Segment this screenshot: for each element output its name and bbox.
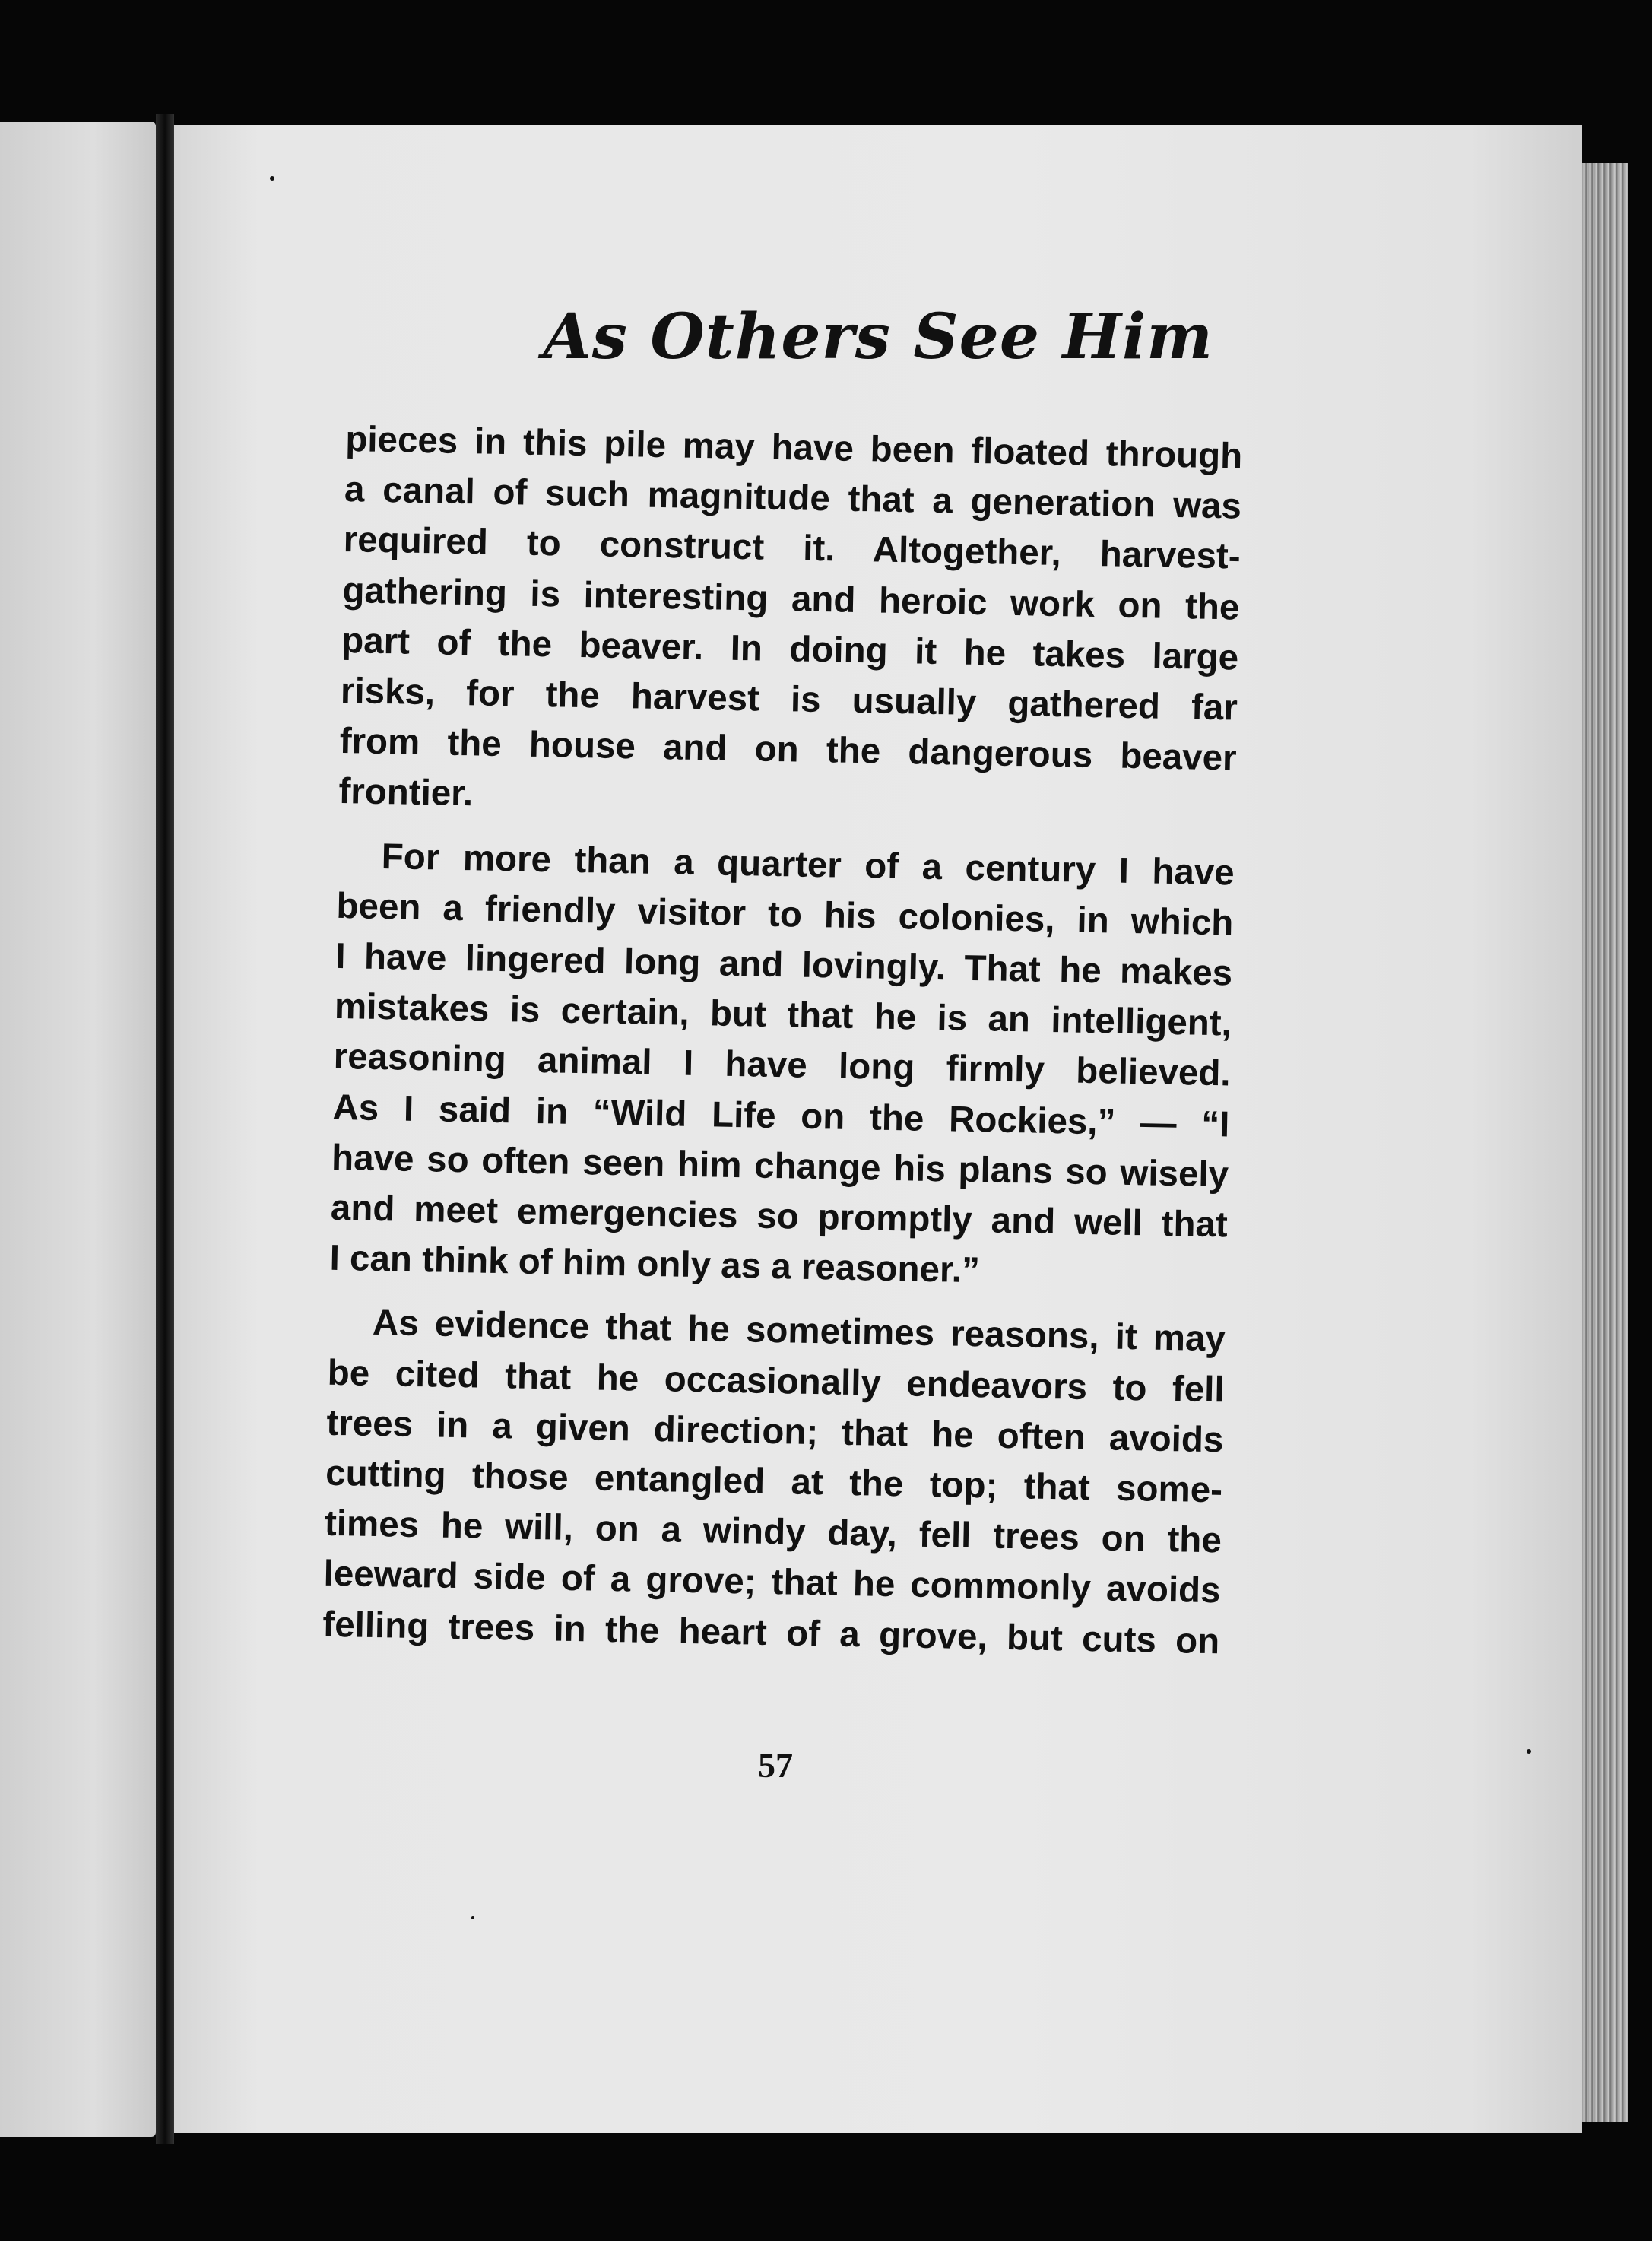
text-line: As evidence that he sometimes reasons, it may [372,1303,1226,1360]
body-text [322,414,1243,1667]
text-line: As I said in “Wild Life on the Rockies,” — “I [331,1087,1230,1145]
page-number: 57 [758,1746,793,1785]
scan-speck [270,176,274,181]
text-line: required to construct it. Altogether, harvest- [343,519,1241,578]
scan-speck [1527,1749,1531,1754]
text-line: I have lingered long and lovingly. That he makes [335,935,1233,994]
text-line: from the house and on the dangerous beaver [339,721,1238,779]
text-line: and meet emergencies so promptly and well that [330,1187,1229,1246]
text-line: leeward side of a grove; that he commonly avoids [323,1554,1222,1611]
text-line: have so often seen him change his plans so wisely [331,1137,1229,1195]
text-line: a canal of such magnitude that a generation was [344,469,1242,527]
page-fore-edge [1582,163,1628,2122]
text-line: times he will, on a windy day, fell trees on the [324,1503,1222,1561]
running-head: As Others See Him [543,300,1213,373]
text-line: I can think of him only as a reasoner.” [329,1238,981,1291]
text-line: part of the beaver. In doing it he takes large [341,620,1239,678]
book-gutter [156,114,174,2144]
text-line: pieces in this pile may have been floated through [344,418,1243,477]
text-line: cutting those entangled at the top; that some- [325,1452,1223,1511]
scan-speck [471,1916,474,1919]
text-line: trees in a given direction; that he often avoids [326,1402,1224,1461]
text-line: risks, for the harvest is usually gathered far [340,670,1238,728]
text-line: felling trees in the heart of a grove, but cuts on [322,1604,1220,1662]
text-line: mistakes is certain, but that he is an intelligent, [334,986,1232,1044]
text-line: been a friendly visitor to his colonies, in which [336,885,1234,944]
text-line: reasoning animal I have long firmly believed. [333,1036,1232,1094]
text-line: be cited that he occasionally endeavors to fell [327,1352,1226,1411]
facing-page-edge [0,122,156,2137]
text-line: For more than a quarter of a century I have [381,836,1235,894]
text-line: frontier. [338,771,474,814]
text-line: gathering is interesting and heroic work on the [342,570,1240,628]
